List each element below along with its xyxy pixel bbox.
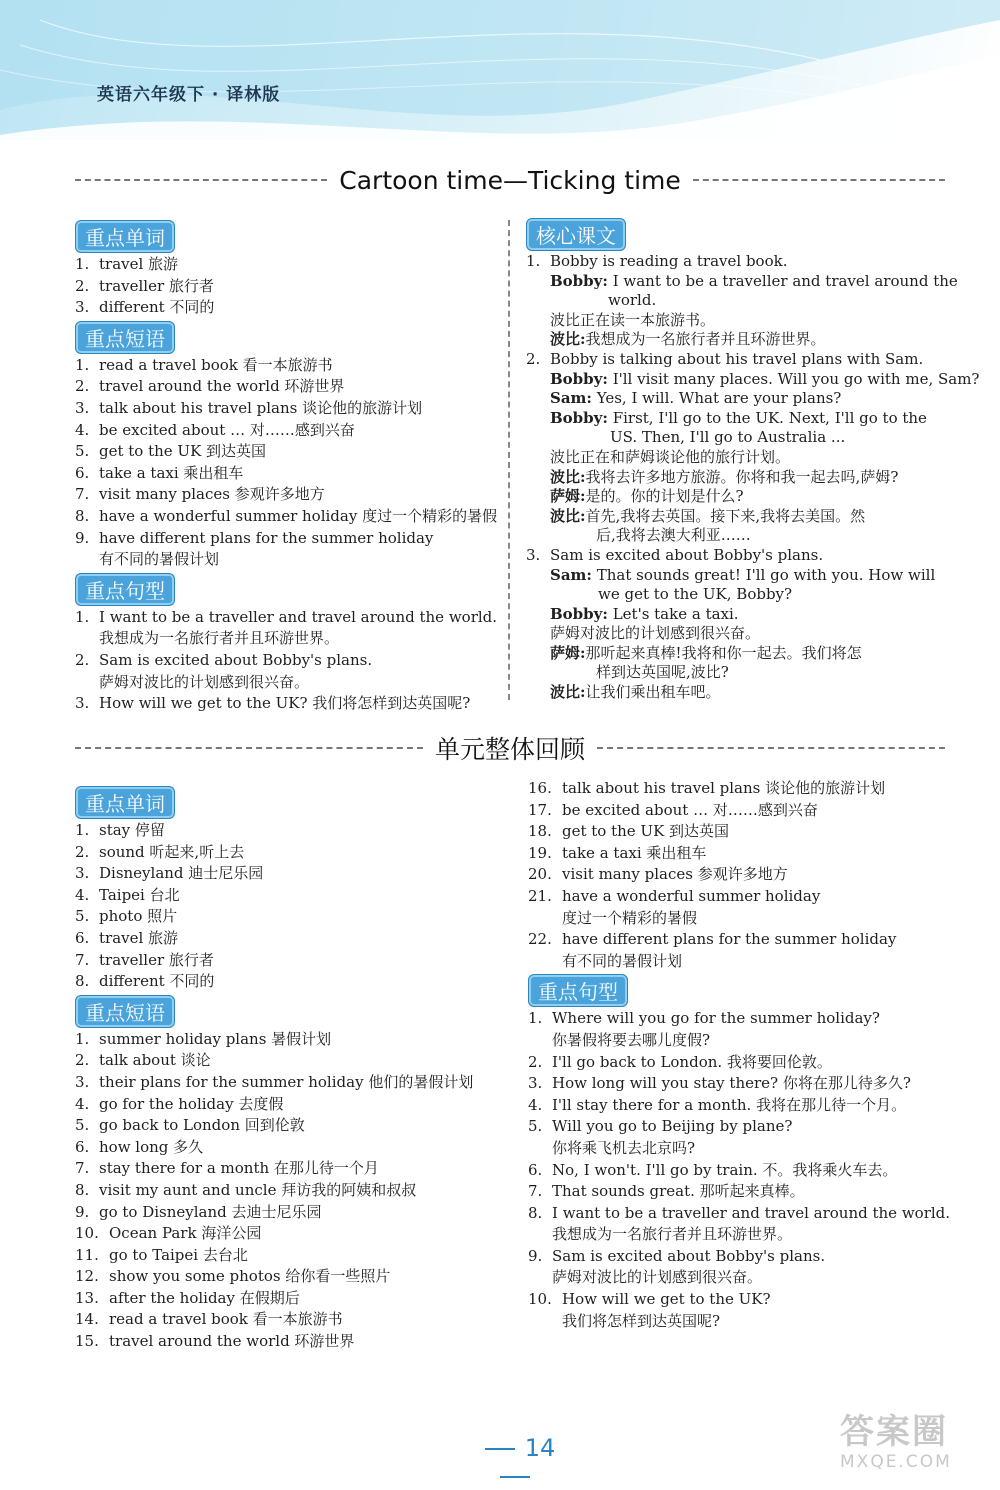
list-item: 10. How will we get to the UK? [528, 1290, 771, 1309]
list-item: 8. different 不同的 [75, 972, 215, 991]
list-item: 3. their plans for the summer holiday 他们的暑假计划 [75, 1072, 474, 1091]
list-item: 1. Where will you go for the summer holiday? [528, 1009, 880, 1028]
list-item-translation: 度过一个精彩的暑假 [562, 908, 698, 927]
list-item-translation: 我想成为一名旅行者并且环游世界。 [99, 629, 340, 648]
list-item: 22. have different plans for the summer holiday [528, 930, 897, 949]
list-item-translation: 萨姆对波比的计划感到很兴奋。 [99, 672, 310, 691]
section2-title: 单元整体回顾 [435, 735, 586, 764]
list-item-translation: 我想成为一名旅行者并且环游世界。 [552, 1225, 793, 1244]
list-item: 6. No, I won't. I'll go by train. 不。我将乘火车去。 [528, 1160, 898, 1179]
list-item: 1. stay 停留 [75, 821, 165, 839]
list-item: 16. talk about his travel plans 谈论他的旅游计划 [528, 779, 886, 797]
list-item: 14. read a travel book 看一本旅游书 [75, 1310, 343, 1329]
list-item: 7. visit many places 参观许多地方 [75, 485, 325, 504]
list-item: 5. photo 照片 [75, 907, 178, 926]
book-title: 英语六年级下 · 译林版 [97, 85, 281, 105]
list-item: 8. visit my aunt and uncle 拜访我的阿姨和叔叔 [75, 1180, 417, 1199]
list-item: 19. take a taxi 乘出租车 [528, 843, 707, 862]
section2-right [528, 778, 968, 1332]
divider-right [597, 747, 945, 749]
list-item: 20. visit many places 参观许多地方 [528, 865, 788, 884]
list-item-translation: 你暑假将要去哪儿度假? [552, 1030, 711, 1049]
page-number: 14 [455, 1434, 575, 1490]
wave-decoration [0, 0, 1000, 140]
list-item: 15. travel around the world 环游世界 [75, 1332, 355, 1351]
section2-left [75, 784, 505, 1353]
list-item: 2. Sam is excited about Bobby's plans. [75, 650, 373, 669]
list-item-translation: 有不同的暑假计划 [562, 951, 683, 970]
list-item: 3. talk about his travel plans 谈论他的旅游计划 [75, 398, 423, 417]
sentences-tag: 重点句型 [528, 974, 628, 1007]
list-item: 4. be excited about … 对……感到兴奋 [75, 420, 355, 439]
list-item: 9. have different plans for the summer holiday [75, 528, 434, 547]
section1-right: 核心课文 1. Bobby is reading a travel book. Bobby: I want to be a traveller and travel around the world. 波比正在读一本旅游书。 波比:我想成为一名旅行者并且环游世界。 2. Bobby is talking about his travel plans with Sam. Bobby: I'll visit many places. Will you go with me, Sam? Sam: Yes, I will. What are your plans? Bobby: First, I'll go to the UK. Next, I'll go to the US. Then, I'll go to Australia ... 波比正在和萨姆谈论他的旅行计划。 波比:我将去许多地方旅游。你将和我一起去吗,萨姆? 萨姆:是的。你的计划是什么? 波比:首先,我将去英国。接下来,我将去美国。然 后,我将去澳大利亚…… 3. Sam is excited about Bobby's plans. Sam: That sounds great! I'll go with you. How will we get to the UK, Bobby? Bobby: Let's take a taxi. 萨姆对波比的计划感到很兴奋。 萨姆:那听起来真棒!我将和你一起去。我们将怎 样到达英国呢,波比? 波比:让我们乘出租车吧。 [526, 216, 966, 703]
list-item: 6. how long 多久 [75, 1137, 204, 1156]
list-item: 7. stay there for a month 在那儿待一个月 [75, 1159, 379, 1178]
list-item: 7. traveller 旅行者 [75, 950, 214, 969]
list-item: 2. sound 听起来,听上去 [75, 842, 245, 861]
list-item: 6. travel 旅游 [75, 928, 179, 947]
header-banner [0, 0, 1000, 140]
paragraph-3: 3. Sam is excited about Bobby's plans. [526, 545, 824, 564]
list-item: 13. after the holiday 在假期后 [75, 1288, 300, 1307]
core-text-tag: 核心课文 [526, 218, 626, 251]
words-tag: 重点单词 [75, 220, 175, 253]
list-item: 10. Ocean Park 海洋公园 [75, 1224, 262, 1243]
section1-left [75, 218, 505, 715]
list-item: 5. go back to London 回到伦敦 [75, 1116, 305, 1135]
section2-heading [75, 728, 945, 768]
divider-right [693, 179, 945, 181]
divider-left [75, 179, 327, 181]
list-item: 8. have a wonderful summer holiday 度过一个精彩的暑假 [75, 506, 498, 525]
words-tag: 重点单词 [75, 786, 175, 819]
list-item: 9. go to Disneyland 去迪士尼乐园 [75, 1202, 322, 1221]
list-item: 3. Disneyland 迪士尼乐园 [75, 864, 264, 883]
watermark-logo: 答案圈 MXQE.COM [840, 1412, 952, 1472]
list-item: 6. take a taxi 乘出租车 [75, 463, 244, 482]
list-item: 3. different 不同的 [75, 298, 215, 317]
list-item: 18. get to the UK 到达英国 [528, 822, 730, 841]
list-item: 2. traveller 旅行者 [75, 276, 214, 295]
list-item-translation: 萨姆对波比的计划感到很兴奋。 [552, 1268, 763, 1287]
list-item: 1. summer holiday plans 暑假计划 [75, 1029, 332, 1048]
list-item-translation: 你将乘飞机去北京吗? [552, 1138, 696, 1157]
list-item: 5. get to the UK 到达英国 [75, 442, 267, 461]
column-divider [508, 220, 510, 700]
list-item: 7. That sounds great. 那听起来真棒。 [528, 1182, 805, 1201]
list-item: 1. travel 旅游 [75, 255, 179, 273]
list-item: 11. go to Taipei 去台北 [75, 1245, 248, 1264]
phrases-tag: 重点短语 [75, 321, 175, 354]
list-item: 5. Will you go to Beijing by plane? [528, 1117, 793, 1136]
list-item: 12. show you some photos 给你看一些照片 [75, 1267, 391, 1286]
list-item-translation: 我们将怎样到达英国呢? [562, 1311, 721, 1330]
list-item: 4. I'll stay there for a month. 我将在那儿待一个月。 [528, 1095, 907, 1114]
phrases-tag: 重点短语 [75, 995, 175, 1028]
list-item: 4. Taipei 台北 [75, 885, 180, 904]
section1-heading [75, 160, 945, 200]
paragraph-2: 2. Bobby is talking about his travel plans with Sam. [526, 349, 924, 368]
divider-left [75, 747, 423, 749]
list-item: 9. Sam is excited about Bobby's plans. [528, 1246, 826, 1265]
list-item: 1. I want to be a traveller and travel around the world. [75, 607, 498, 626]
list-item: 2. I'll go back to London. 我将要回伦敦。 [528, 1052, 832, 1071]
list-item: 8. I want to be a traveller and travel around the world. [528, 1203, 951, 1222]
section1-title: Cartoon time—Ticking time [339, 165, 681, 195]
list-item-translation: 有不同的暑假计划 [99, 550, 220, 569]
list-item: 21. have a wonderful summer holiday [528, 886, 821, 905]
list-item: 3. How long will you stay there? 你将在那儿待多久? [528, 1074, 911, 1093]
paragraph-1: 1. Bobby is reading a travel book. [526, 252, 788, 270]
list-item: 2. travel around the world 环游世界 [75, 377, 345, 396]
list-item: 1. read a travel book 看一本旅游书 [75, 355, 333, 374]
list-item: 4. go for the holiday 去度假 [75, 1094, 284, 1113]
list-item: 3. How will we get to the UK? 我们将怎样到达英国呢? [75, 694, 471, 713]
sentences-tag: 重点句型 [75, 573, 175, 606]
list-item: 2. talk about 谈论 [75, 1051, 211, 1070]
list-item: 17. be excited about … 对……感到兴奋 [528, 800, 818, 819]
